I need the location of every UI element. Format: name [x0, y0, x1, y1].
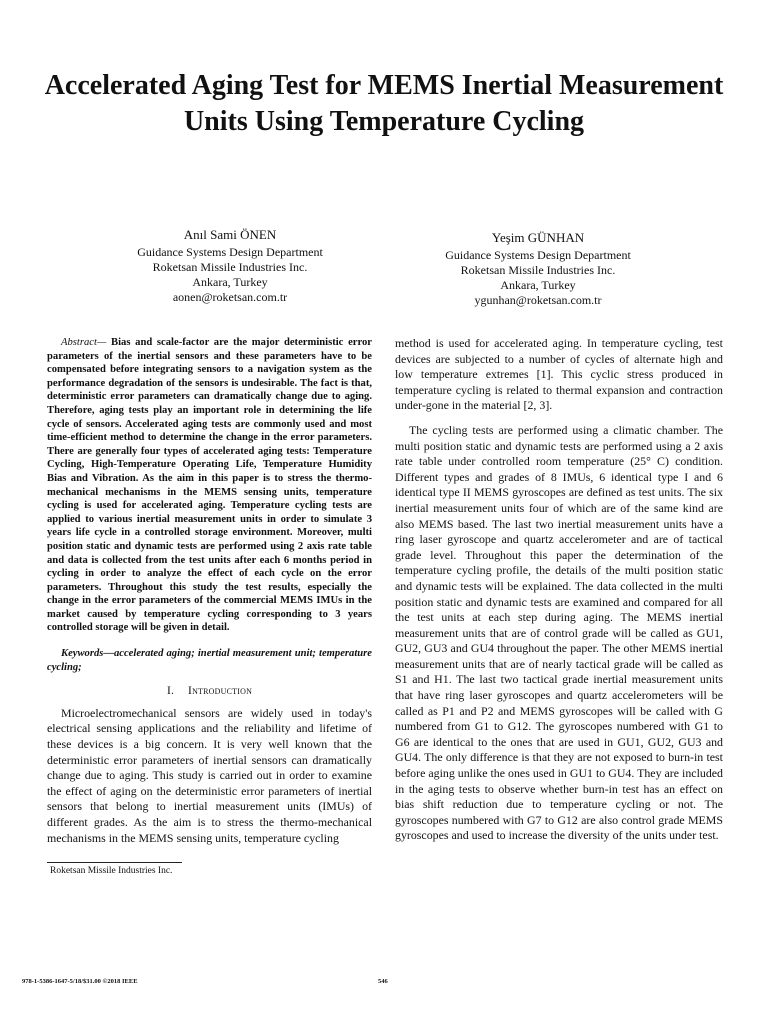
footnote: Roketsan Missile Industries Inc. [50, 866, 173, 876]
author-location: Ankara, Turkey [192, 275, 268, 289]
author-company: Roketsan Missile Industries Inc. [460, 263, 616, 277]
author-block-1 [80, 226, 380, 305]
left-column [47, 336, 372, 846]
intro-paragraph: Microelectromechanical sensors are widely used in today's electrical sensing applications and the reliability and lifetime of these devices is a big concern. It is very well known that the deterministic error parameters of inertial sensors can dramatically change due to aging. This study is carried out in order to examine the effect of aging on the deterministic error parameters of inertial sensors that belong to inertial measurement units (IMUs) of different grades. As the aim is to stress the thermo-mechanical mechanisms in the MEMS sensing units, temperature cycling [47, 705, 372, 845]
keywords [47, 647, 372, 674]
abstract-text: Bias and scale-factor are the major deterministic error parameters of the inertial sensors and these parameters have to be compensated before integrating sensors to a navigation system as the performance degradation of the sensors is undesirable. The fact is that, deterministic error parameters can dramatically change due to aging. Therefore, aging tests play an important role in determining the life cycle of sensors. Accelerated aging tests are commonly used and most time-efficient method to determine the change in the error parameters. There are generally four types of accelerated aging tests: Temperature Cycling, High-Temperature Operating Life, Temperature Humidity Bias and Vibration. As the aim in this paper is to stress the thermo-mechanical mechanisms in the MEMS sensing units, temperature cycling is used for accelerated aging. Temperature cycling tests are applied to various inertial measurement units in order to simulate 3 years life cycle in a controlled storage environment. Moreover, multi position static and dynamic tests are performed using 2 axis rate table and data is collected from the test units after each 6 months period in cycling in order to analyze the effect of each cycle on the error parameters. Throughout this study the test results, especially the change in the error parameters of the commercial MEMS IMUs in the market caused by temperature cycling corresponding to 3 years controlled storage will be given in detail. [47, 337, 372, 634]
copyright-footer: 978-1-5386-1647-5/18/$31.00 ©2018 IEEE [22, 978, 138, 985]
body-paragraph: The cycling tests are performed using a climatic chamber. The multi position static and dynamic tests are performed using a 2 axis rate table under controlled room temperature (25° C) condition. Different types and grades of 8 IMUs, 6 identical type I and 6 identical type II MEMS gyroscopes are defined as test units. The six inertial measurement units four of which are of the same kind are also MEMS based. The last two inertial measurement units have a ring laser gyroscope and quartz accelerometer and are of tactical grade level. Throughout this paper the determination of the temperature cycling profile, the details of the multi position static and dynamic tests will be explained. The data collected in the multi position static and dynamic tests are examined and compared for all the test units at each step during aging. The MEMS inertial measurement units that are of control grade will be called as GU1, GU2, GU3 and GU4 throughout the paper. The other MEMS inertial measurement units that are of nearly tactical grade will be called as S1 and H1. The last two tactical grade inertial measurement units that have ring laser gyroscopes and quartz accelerometers will be called as P1 and P2 and MEMS gyroscopes will be called with G numbered from G1 to G12. The gyroscopes numbered with G1 to G6 are identical to the ones that are used in GU1, GU2, GU3 and GU4. The only difference is that they are not exposed to burn-in test before aging unlike the ones used in GU1 to GU4. They are included in the aging tests to observe whether burn-in test has an effect on bias shift reduction due to temperature cycling or not. The gyroscopes numbered with G7 to G12 are also control grade MEMS gyroscopes and used to increase the diversity of the units under test. [395, 422, 723, 843]
section-heading [47, 684, 372, 700]
paper-title: Accelerated Aging Test for MEMS Inertial Measurement Units Using Temperature Cycling [44, 70, 724, 137]
keywords-text: accelerated aging; inertial measurement unit; temperature cycling; [47, 648, 372, 673]
author-location: Ankara, Turkey [500, 278, 576, 292]
author-email: ygunhan@roketsan.com.tr [474, 293, 602, 307]
author-block-2 [388, 229, 688, 308]
footnote-divider [47, 862, 182, 863]
author-department: Guidance Systems Design Department [445, 248, 631, 262]
section-number: I. [166, 685, 175, 698]
author-email: aonen@roketsan.com.tr [172, 290, 288, 304]
author-department: Guidance Systems Design Department [137, 245, 323, 259]
section-title: Introduction [188, 685, 253, 698]
abstract-label: Abstract— [61, 337, 107, 348]
abstract [47, 336, 372, 635]
author-company: Roketsan Missile Industries Inc. [152, 260, 308, 274]
right-column [395, 336, 723, 844]
author-name: Anıl Sami ÖNEN [183, 227, 277, 242]
body-paragraph: method is used for accelerated aging. In temperature cycling, test devices are subjected to a number of cycles of alternate high and low temperature extremes [1]. This cyclic stress produced in temperature cycling is related to thermal expansion and contraction under-gone in the material [2, 3]. [395, 336, 723, 413]
page-number: 546 [378, 978, 388, 985]
author-name: Yeşim GÜNHAN [491, 230, 585, 245]
keywords-label: Keywords— [61, 648, 114, 660]
